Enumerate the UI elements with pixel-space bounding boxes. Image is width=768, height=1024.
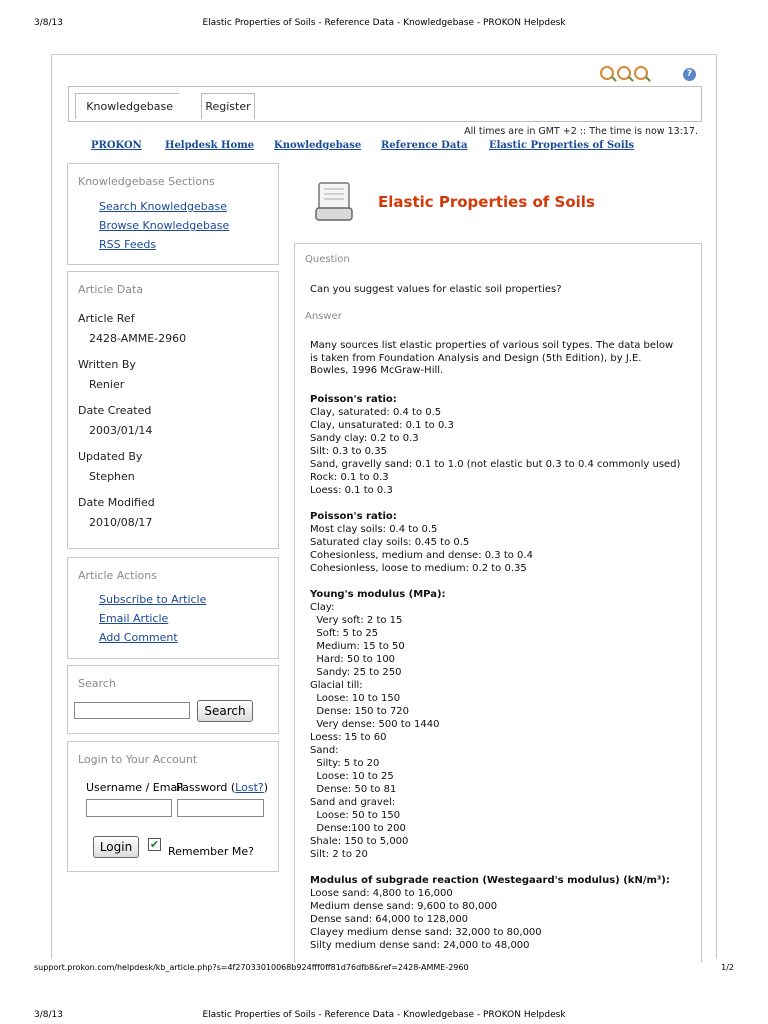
property-line: Shale: 150 to 5,000 <box>310 836 409 847</box>
answer-intro: Many sources list elastic properties of various soil types. The data below is taken from Foundation Analysis and Design (5th Edition), by J.E. Bowles, 1996 McGraw-Hill. <box>310 340 674 377</box>
tab-knowledgebase[interactable]: Knowledgebase <box>75 93 179 119</box>
time-notice: All times are in GMT +2 :: The time is now 13:17. <box>464 126 698 137</box>
property-line: Clay, unsaturated: 0.1 to 0.3 <box>310 420 454 431</box>
breadcrumb-prokon[interactable]: PROKON <box>91 140 142 151</box>
lost-password-link[interactable]: Lost? <box>235 781 264 794</box>
print-date: 3/8/13 <box>34 1010 63 1020</box>
section-heading: Poisson's ratio: <box>310 511 397 522</box>
print-date: 3/8/13 <box>34 18 63 28</box>
property-line: Loose: 10 to 25 <box>310 771 394 782</box>
property-line: Silt: 2 to 20 <box>310 849 368 860</box>
property-line: Most clay soils: 0.4 to 0.5 <box>310 524 438 535</box>
browse-kb-link[interactable]: Browse Knowledgebase <box>99 219 230 232</box>
article-ref-label: Article Ref <box>78 312 135 325</box>
breadcrumb-elastic-properties[interactable]: Elastic Properties of Soils <box>489 140 635 151</box>
date-modified-value: 2010/08/17 <box>89 516 153 529</box>
property-line: Loose: 50 to 150 <box>310 810 401 821</box>
search-heading: Search <box>78 677 116 690</box>
property-line: Clay, saturated: 0.4 to 0.5 <box>310 407 442 418</box>
search-kb-link[interactable]: Search Knowledgebase <box>99 200 227 213</box>
page-title: Elastic Properties of Soils <box>378 193 595 211</box>
search-button[interactable]: Search <box>197 700 253 722</box>
property-line: Sand, gravelly sand: 0.1 to 1.0 (not elastic but 0.3 to 0.4 commonly used) <box>310 459 681 470</box>
article-data-panel <box>67 271 279 549</box>
help-icon[interactable]: ? <box>683 68 696 81</box>
date-created-value: 2003/01/14 <box>89 424 153 437</box>
property-line: Soft: 5 to 25 <box>310 628 379 639</box>
property-line: Silty: 5 to 20 <box>310 758 380 769</box>
property-line: Very dense: 500 to 1440 <box>310 719 440 730</box>
tab-bar <box>68 86 702 122</box>
property-line: Hard: 50 to 100 <box>310 654 396 665</box>
breadcrumb-helpdesk-home[interactable]: Helpdesk Home <box>165 140 255 151</box>
password-label: Password ( <box>176 781 236 794</box>
section-heading: Poisson's ratio: <box>310 394 397 405</box>
login-button[interactable]: Login <box>93 836 139 858</box>
section-spacer <box>310 861 690 874</box>
property-line: Medium: 15 to 50 <box>310 641 405 652</box>
answer-label: Answer <box>305 311 342 322</box>
property-line: Cohesionless, medium and dense: 0.3 to 0.4 <box>310 550 533 561</box>
property-line: Sand: <box>310 745 339 756</box>
article-actions-panel <box>67 557 279 659</box>
zoom-in-icon[interactable] <box>634 66 648 80</box>
property-line: Sandy: 25 to 250 <box>310 667 402 678</box>
answer-body <box>310 393 690 952</box>
property-line: Silty medium dense sand: 24,000 to 48,000 <box>310 940 530 951</box>
property-line: Loose sand: 4,800 to 16,000 <box>310 888 453 899</box>
property-line: Clay: <box>310 602 335 613</box>
property-line: Medium dense sand: 9,600 to 80,000 <box>310 901 498 912</box>
password-label-group <box>176 781 268 794</box>
written-by-label: Written By <box>78 358 136 371</box>
add-comment-link[interactable]: Add Comment <box>99 631 178 644</box>
property-line: Dense:100 to 200 <box>310 823 406 834</box>
print-title: Elastic Properties of Soils - Reference Data - Knowledgebase - PROKON Helpdesk <box>202 18 566 28</box>
article-content <box>294 243 702 963</box>
date-modified-label: Date Modified <box>78 496 155 509</box>
section-heading: Young's modulus (MPa): <box>310 589 446 600</box>
username-label: Username / Email <box>86 781 184 794</box>
property-line: Silt: 0.3 to 0.35 <box>310 446 387 457</box>
section-spacer <box>310 497 690 510</box>
password-label-end: ) <box>263 781 269 794</box>
username-field[interactable] <box>86 799 172 817</box>
question-text: Can you suggest values for elastic soil properties? <box>310 284 562 295</box>
date-created-label: Date Created <box>78 404 152 417</box>
breadcrumb-knowledgebase[interactable]: Knowledgebase <box>274 140 362 151</box>
property-line: Loess: 15 to 60 <box>310 732 387 743</box>
rss-feeds-link[interactable]: RSS Feeds <box>99 238 157 251</box>
question-label: Question <box>305 254 350 265</box>
section-heading: Modulus of subgrade reaction (Westegaard's modulus) (kN/m³): <box>310 875 670 886</box>
search-input[interactable] <box>74 702 190 719</box>
section-spacer <box>310 575 690 588</box>
article-actions-heading: Article Actions <box>78 569 157 582</box>
property-line: Sandy clay: 0.2 to 0.3 <box>310 433 419 444</box>
property-line: Dense sand: 64,000 to 128,000 <box>310 914 469 925</box>
email-article-link[interactable]: Email Article <box>99 612 169 625</box>
print-title: Elastic Properties of Soils - Reference Data - Knowledgebase - PROKON Helpdesk <box>202 1010 566 1020</box>
subscribe-link[interactable]: Subscribe to Article <box>99 593 207 606</box>
updated-by-label: Updated By <box>78 450 143 463</box>
tab-register[interactable]: Register <box>201 93 255 119</box>
property-line: Clayey medium dense sand: 32,000 to 80,000 <box>310 927 542 938</box>
property-line: Loose: 10 to 150 <box>310 693 401 704</box>
article-document-icon <box>314 180 354 224</box>
print-url: support.prokon.com/helpdesk/kb_article.php?s=4f27033010068b924fff0ff81d76dfb8&ref=2428-AMME-2960 <box>34 963 469 972</box>
property-line: Glacial till: <box>310 680 363 691</box>
print-page-number: 1/2 <box>721 963 734 972</box>
zoom-out-icon[interactable] <box>600 66 614 80</box>
property-line: Rock: 0.1 to 0.3 <box>310 472 389 483</box>
property-line: Very soft: 2 to 15 <box>310 615 403 626</box>
article-ref-value: 2428-AMME-2960 <box>89 332 187 345</box>
property-line: Dense: 50 to 81 <box>310 784 397 795</box>
kb-sections-heading: Knowledgebase Sections <box>78 175 215 188</box>
zoom-reset-icon[interactable] <box>617 66 631 80</box>
property-line: Saturated clay soils: 0.45 to 0.5 <box>310 537 470 548</box>
login-heading: Login to Your Account <box>78 753 198 766</box>
remember-me-label: Remember Me? <box>168 845 254 858</box>
remember-me-checkbox[interactable]: ✔ <box>149 838 160 851</box>
article-data-heading: Article Data <box>78 283 144 296</box>
written-by-value: Renier <box>89 378 125 391</box>
breadcrumb-reference-data[interactable]: Reference Data <box>381 140 468 151</box>
property-line: Loess: 0.1 to 0.3 <box>310 485 393 496</box>
zoom-toolbar <box>600 66 648 80</box>
password-field[interactable] <box>177 799 264 817</box>
property-line: Sand and gravel: <box>310 797 396 808</box>
property-line: Cohesionless, loose to medium: 0.2 to 0.35 <box>310 563 527 574</box>
property-line: Dense: 150 to 720 <box>310 706 410 717</box>
kb-sections-panel <box>67 163 279 265</box>
updated-by-value: Stephen <box>89 470 135 483</box>
